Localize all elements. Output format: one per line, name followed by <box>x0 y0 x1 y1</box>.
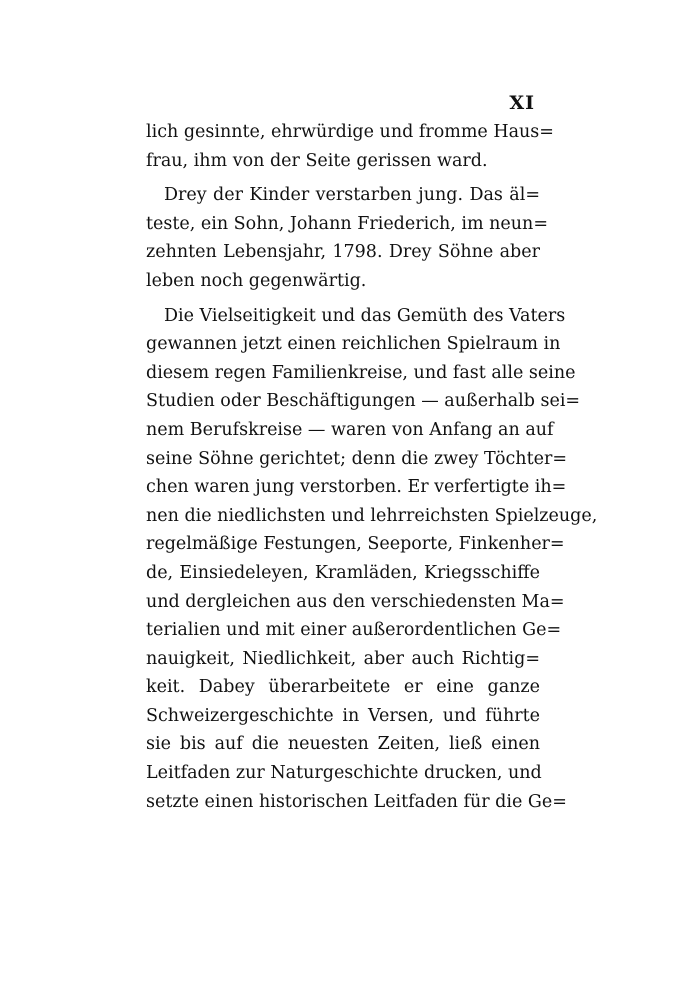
text-line: sie bis auf die neuesten Zeiten, ließ einen <box>146 734 540 755</box>
text-line: keit. Dabey überarbeitete er eine ganze <box>146 677 540 698</box>
text-line: Leitfaden zur Naturgeschichte drucken, und <box>146 763 542 784</box>
text-line: und dergleichen aus den verschiedensten Ma= <box>146 591 565 612</box>
text-line: diesem regen Familienkreise, und fast alle seine <box>146 362 576 383</box>
text-line: teste, ein Sohn, Johann Friederich, im neun= <box>146 213 548 234</box>
text-line: zehnten Lebensjahr, 1798. Drey Söhne aber <box>146 242 540 263</box>
text-line: regelmäßige Festungen, Seeporte, Finkenher= <box>146 534 565 555</box>
text-line: Die Vielseitigkeit und das Gemüth des Vaters <box>164 305 566 326</box>
text-line: Studien oder Beschäftigungen — außerhalb sei= <box>146 391 581 412</box>
page-number: XI <box>509 92 535 114</box>
text-line: Schweizergeschichte in Versen, und führte <box>146 705 540 726</box>
text-line: lich gesinnte, ehrwürdige und fromme Haus= <box>146 122 554 142</box>
text-line: nem Berufskreise — waren von Anfang an auf <box>146 419 554 440</box>
text-line: nauigkeit, Niedlichkeit, aber auch Richtig= <box>146 648 540 669</box>
text-line: Drey der Kinder verstarben jung. Das äl= <box>164 185 540 206</box>
text-line: leben noch gegenwärtig. <box>146 270 367 291</box>
text-line: chen waren jung verstorben. Er verfertigte ih= <box>146 477 567 498</box>
text-line: nen die niedlichsten und lehrreichsten Spielzeuge, <box>146 505 598 526</box>
body-text <box>146 118 598 816</box>
text-line: seine Söhne gerichtet; denn die zwey Töchter= <box>146 448 567 469</box>
text-line: frau, ihm von der Seite gerissen ward. <box>146 150 488 171</box>
text-line: gewannen jetzt einen reichlichen Spielraum in <box>146 334 561 355</box>
text-line: setzte einen historischen Leitfaden für die Ge= <box>146 791 567 812</box>
text-line: terialien und mit einer außerordentlichen Ge= <box>146 620 562 641</box>
text-line: de, Einsiedeleyen, Kramläden, Kriegsschiffe <box>146 562 540 583</box>
